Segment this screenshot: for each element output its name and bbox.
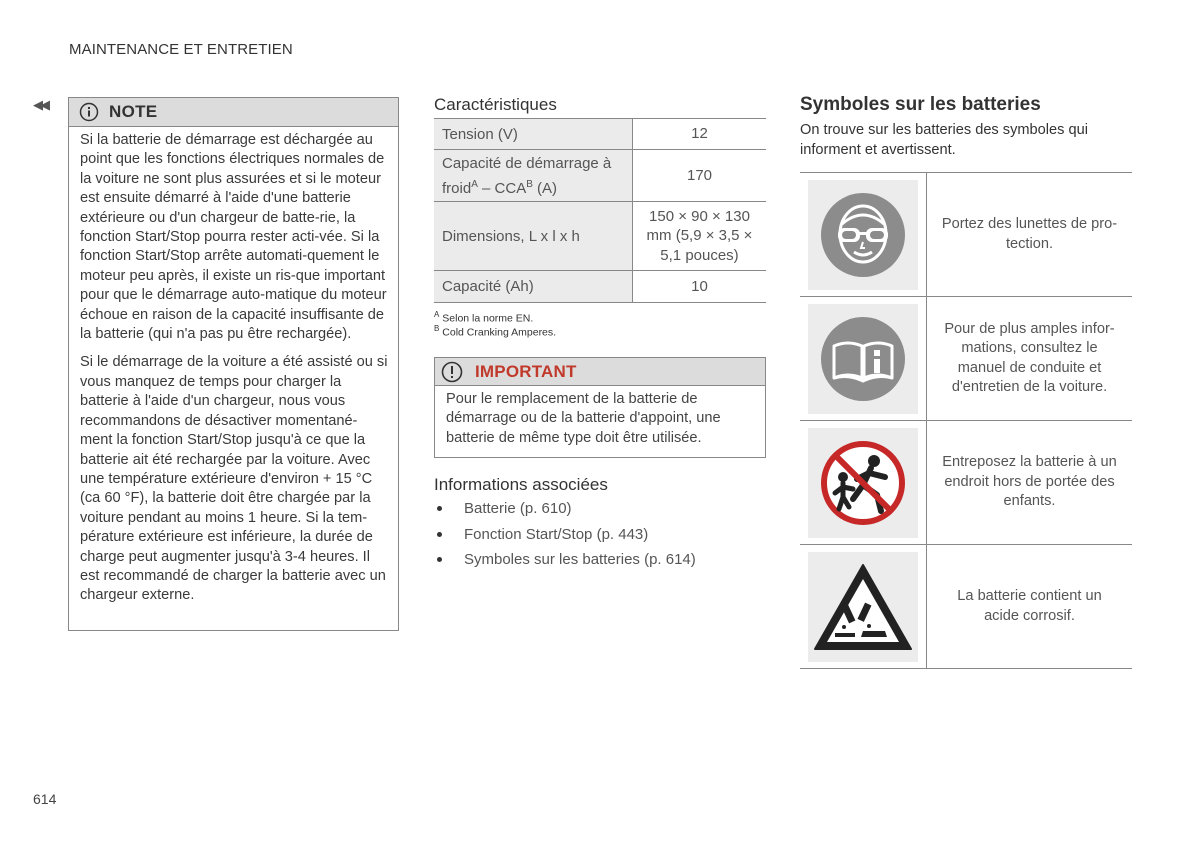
specs-title: Caractéristiques [434, 95, 557, 114]
bullet-icon [437, 532, 442, 537]
symbol-text-line: d'entretien de la voiture. [951, 378, 1108, 395]
symbol-text-line: Portez des lunettes de pro- [941, 216, 1118, 233]
symbols-title: Symboles sur les batteries [800, 94, 1041, 115]
symbol-icon-cell [800, 297, 927, 420]
related-title: Informations associées [434, 475, 608, 494]
list-item[interactable] [434, 496, 696, 522]
spec-value: 10 [633, 271, 767, 303]
info-icon [79, 102, 99, 122]
note-header [69, 98, 398, 127]
symbol-text-line: manuel de conduite et [957, 359, 1102, 376]
related-link[interactable]: Symboles sur les batteries (p. 614) [464, 551, 696, 569]
symbol-text-line: Pour de plus amples infor- [944, 320, 1115, 337]
symbol-text-line: tection. [1005, 235, 1054, 252]
corrosive-acid-icon [808, 552, 918, 662]
table-row [800, 173, 1132, 297]
symbol-description [927, 173, 1132, 296]
spec-label-text: – CCA [477, 179, 527, 197]
spec-label: Dimensions, L x l x h [434, 202, 633, 271]
table-row [800, 545, 1132, 669]
table-row [434, 150, 766, 202]
symbol-description [927, 545, 1132, 668]
keep-away-children-icon [808, 428, 918, 538]
back-arrows-icon[interactable]: ◀◀ [33, 97, 47, 112]
note-paragraph-2: Si le démarrage de la voiture a été assisté ou si vous manquez de temps pour charger la batterie à l'aide d'un chargeur, nous vous recommandons de désactiver momentané-ment la fonction Start/Stop jusqu'à ce que la batterie ait été rechargée par la voiture. Avec une température extérieure d'environ + 15 °C (ca 60 °F), la batterie doit être chargée par la voiture pendant au moins 1 heure. Si la tem-pérature extérieure est inférieure, la durée de charge peut augmenter jusqu'à 3-4 heures. Il est recommandé de charger la batterie avec un chargeur externe. [80, 354, 388, 604]
manual-info-icon [808, 304, 918, 414]
symbol-icon-cell [800, 173, 927, 296]
symbol-text-line: acide corrosif. [984, 607, 1075, 624]
bullet-icon [437, 557, 442, 562]
bullet-icon [437, 506, 442, 511]
related-link[interactable]: Fonction Start/Stop (p. 443) [464, 525, 649, 543]
footnote-mark: B [434, 324, 440, 333]
important-header [435, 358, 765, 386]
symbol-description [927, 421, 1132, 544]
symbol-text-line: La batterie contient un [957, 588, 1102, 605]
table-row [434, 119, 766, 150]
symbol-description [927, 297, 1132, 420]
footnote-a [434, 310, 533, 325]
note-box [68, 97, 399, 631]
spec-label-text: (A) [532, 179, 558, 197]
important-text: Pour le remplacement de la batterie de démarrage ou de la batterie d'appoint, une batterie de même type doit être utilisée. [446, 391, 721, 446]
table-row [800, 421, 1132, 545]
related-list [434, 496, 696, 573]
note-body [69, 127, 398, 606]
symbol-text-line: Entreposez la batterie à un [942, 454, 1117, 471]
footnote-marker-a: A [471, 178, 478, 190]
spec-label-text: Capacité de démarrage à froid [442, 154, 612, 197]
symbol-text-line: mations, consultez le [961, 340, 1098, 357]
spec-label: Capacité (Ah) [434, 271, 633, 303]
table-row [434, 271, 766, 303]
table-row [800, 297, 1132, 421]
spec-label [434, 150, 633, 202]
footnote-marker-b: B [526, 178, 533, 190]
spec-value: 170 [633, 150, 767, 202]
important-box [434, 357, 766, 458]
note-title: NOTE [109, 102, 158, 121]
specs-table [434, 118, 766, 303]
list-item[interactable] [434, 522, 696, 548]
page-number: 614 [33, 791, 57, 807]
footnote-b [434, 324, 556, 339]
safety-glasses-icon [808, 180, 918, 290]
section-header: MAINTENANCE ET ENTRETIEN [69, 41, 293, 58]
symbols-intro: On trouve sur les batteries des symboles qui informent et avertissent. [800, 122, 1088, 158]
warning-exclamation-icon [441, 361, 463, 383]
spec-label: Tension (V) [434, 119, 633, 150]
symbol-icon-cell [800, 545, 927, 668]
note-paragraph-1: Si la batterie de démarrage est déchargée au point que les fonctions électriques normales de la voiture ne sont plus assurées et si le moteur est ensuite démarré à l'aide d'une batterie extérieure ou d'un chargeur de batte-rie, la fonction Start/Stop pourra rester acti-vée. Si la fonction Start/Stop arrête automati-quement le moteur peu après, il existe un ris-que important pour que le démarrage auto-matique du moteur échoue en raison de la capacité insuffisante de la batterie (qui n'a pas pu être rechargée). [80, 132, 387, 343]
symbols-table [800, 172, 1132, 669]
table-row [434, 202, 766, 271]
list-item[interactable] [434, 547, 696, 573]
symbol-text-line: enfants. [1003, 493, 1056, 510]
important-title: IMPORTANT [475, 361, 577, 381]
related-link[interactable]: Batterie (p. 610) [464, 500, 572, 518]
footnote-mark: A [434, 310, 440, 319]
symbol-icon-cell [800, 421, 927, 544]
spec-value: 12 [633, 119, 767, 150]
footnote-text: Selon la norme EN. [442, 312, 534, 325]
spec-value: 150 × 90 × 130 mm (5,9 × 3,5 × 5,1 pouces) [633, 202, 767, 271]
footnote-text: Cold Cranking Amperes. [442, 326, 557, 339]
symbol-text-line: endroit hors de portée des [944, 473, 1115, 490]
